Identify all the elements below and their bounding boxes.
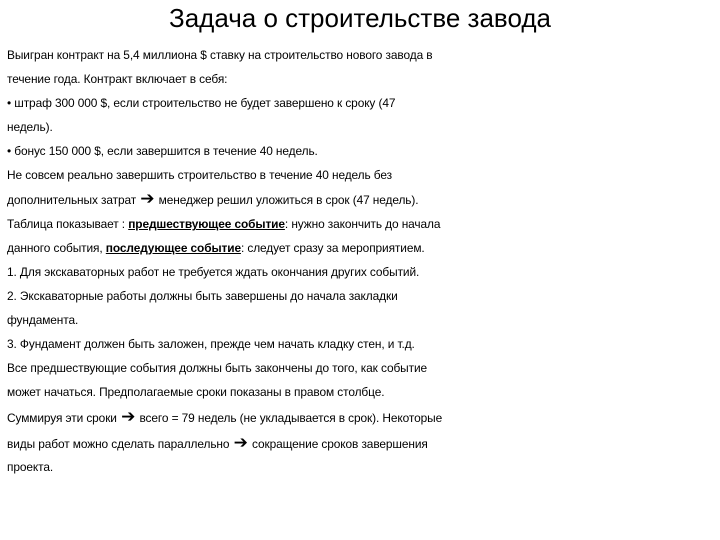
slide-body	[7, 44, 715, 480]
text-line: течение года. Контракт включает в себя:	[7, 71, 228, 86]
text-fragment: сокращение сроков завершения	[252, 436, 428, 451]
text-line: Все предшествующие события должны быть закончены до того, как событие	[7, 360, 428, 375]
bullet-penalty: • штраф 300 000 $, если строительство не будет завершено к сроку (47	[7, 95, 396, 110]
text-line	[7, 213, 715, 237]
text-line: 3. Фундамент должен быть заложен, прежде чем начать кладку стен, и т.д.	[7, 336, 415, 351]
arrow-right-icon: ➔	[233, 432, 248, 452]
text-fragment: : следует сразу за мероприятием.	[240, 241, 425, 256]
text-fragment: : нужно закончить до начала	[284, 217, 441, 232]
text-line	[7, 431, 715, 457]
text-line	[7, 405, 715, 431]
bullet-bonus: • бонус 150 000 $, если завершится в течение 40 недель.	[7, 143, 318, 158]
text-line: 1. Для экскаваторных работ не требуется ждать окончания других событий.	[7, 265, 420, 280]
term-successor: последующее событие	[105, 241, 241, 256]
arrow-right-icon: ➔	[140, 189, 155, 209]
text-line: может начаться. Предполагаемые сроки показаны в правом столбце.	[7, 384, 385, 399]
text-line: фундамента.	[7, 312, 79, 327]
slide-title: Задача о строительстве завода	[169, 3, 551, 33]
text-line: Выигран контракт на 5,4 миллиона $ ставку на строительство нового завода в	[7, 48, 433, 62]
term-predecessor: предшествующее событие	[128, 217, 285, 232]
text-fragment: менеджер решил уложиться в срок (47 недель).	[158, 193, 419, 208]
text-fragment: Суммируя эти сроки	[7, 410, 117, 425]
text-line	[7, 187, 715, 213]
text-fragment: всего = 79 недель (не укладывается в срок). Некоторые	[139, 410, 443, 425]
text-fragment: данного события,	[7, 241, 103, 256]
text-line: 2. Экскаваторные работы должны быть завершены до начала закладки	[7, 289, 398, 304]
text-fragment: дополнительных затрат	[7, 193, 137, 208]
text-line: Не совсем реально завершить строительство в течение 40 недель без	[7, 167, 392, 182]
text-line	[7, 237, 715, 261]
text-line: недель).	[7, 119, 53, 134]
text-fragment: Таблица показывает :	[7, 217, 125, 232]
text-fragment: виды работ можно сделать параллельно	[7, 436, 230, 451]
arrow-right-icon: ➔	[121, 406, 136, 426]
text-line: проекта.	[7, 460, 54, 475]
